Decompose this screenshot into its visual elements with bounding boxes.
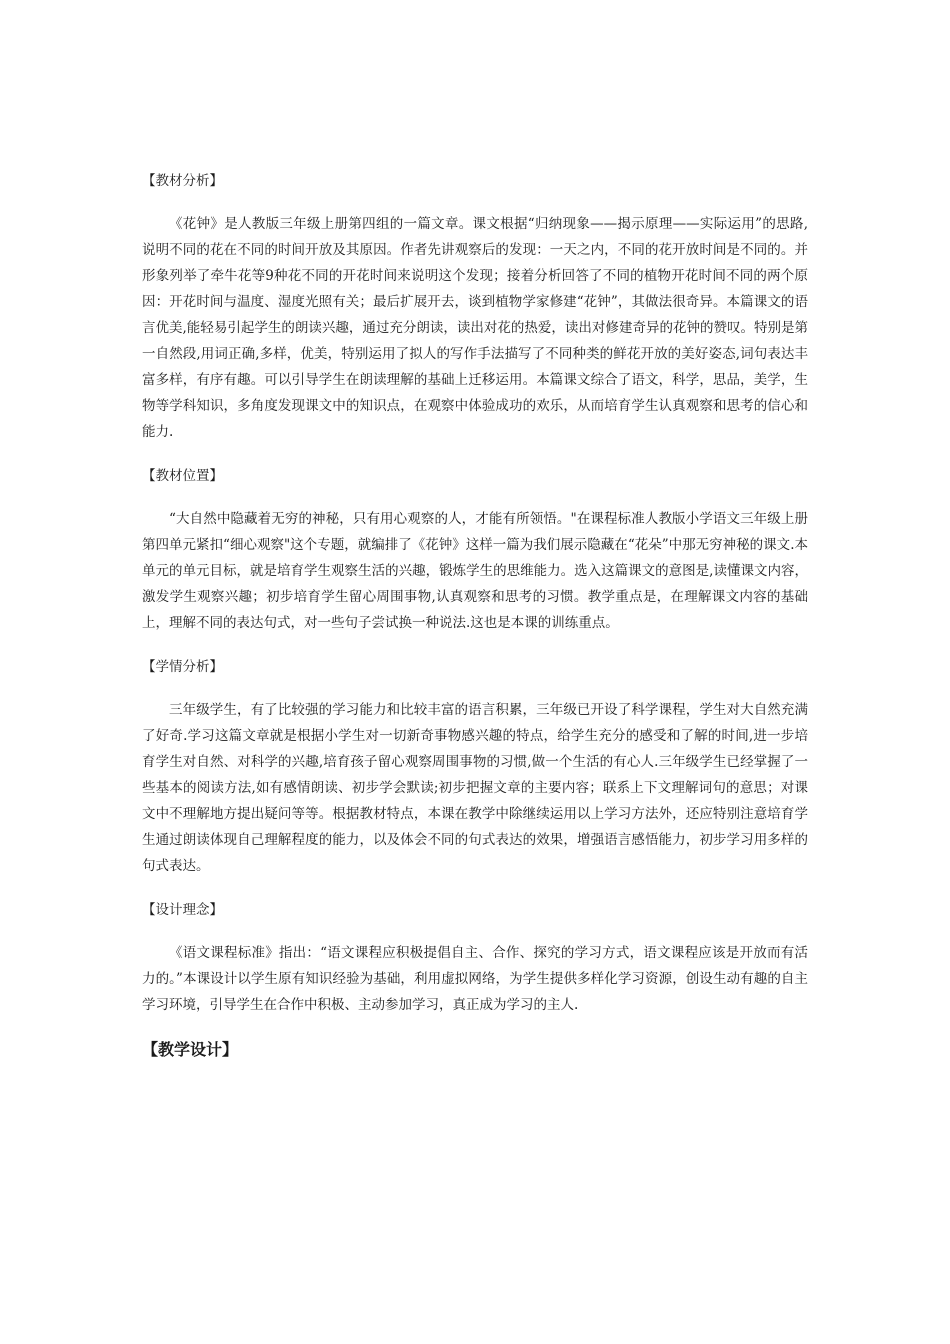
section-heading: 【教材分析】 bbox=[142, 173, 223, 189]
section-design-concept bbox=[142, 899, 808, 1018]
section-heading: 【学情分析】 bbox=[142, 659, 223, 675]
document-page bbox=[142, 170, 808, 1081]
section-heading: 【设计理念】 bbox=[142, 902, 223, 918]
section-student-analysis bbox=[142, 656, 808, 879]
section-textbook-analysis bbox=[142, 170, 808, 445]
section-teaching-design bbox=[142, 1038, 808, 1062]
section-paragraph: 《语文课程标准》指出：“语文课程应积极提倡自主、合作、探究的学习方式，语文课程应该是开放而有活力的。”本课设计以学生原有知识经验为基础，利用虚拟网络，为学生提供多样化学习资源，创设生动有趣的自主学习环境，引导学生在合作中积极、主动参加学习，真正成为学习的主人. bbox=[142, 945, 808, 1013]
section-paragraph: “大自然中隐藏着无穷的神秘，只有用心观察的人，才能有所领悟。"在课程标准人教版小学语文三年级上册第四单元紧扣“细心观察"这个专题，就编排了《花钟》这样一篇为我们展示隐藏在“花朵”中那无穷神秘的课文.本单元的单元目标，就是培育学生观察生活的兴趣，锻炼学生的思维能力。选入这篇课文的意图是,读懂课文内容，激发学生观察兴趣；初步培育学生留心周围事物,认真观察和思考的习惯。教学重点是，在理解课文内容的基础上，理解不同的表达句式，对一些句子尝试换一种说法.这也是本课的训练重点。 bbox=[142, 511, 808, 631]
section-heading: 【教材位置】 bbox=[142, 468, 223, 484]
section-paragraph: 三年级学生，有了比较强的学习能力和比较丰富的语言积累，三年级已开设了科学课程，学生对大自然充满了好奇.学习这篇文章就是根据小学生对一切新奇事物感兴趣的特点，给学生充分的感受和了解的时间,进一步培育学生对自然、对科学的兴趣,培育孩子留心观察周围事物的习惯,做一个生活的有心人.三年级学生已经掌握了一些基本的阅读方法,如有感情朗读、初步学会默读;初步把握文章的主要内容；联系上下文理解词句的意思；对课文中不理解地方提出疑问等等。根据教材特点，本课在教学中除继续运用以上学习方法外，还应特别注意培育学生通过朗读体现自己理解程度的能力，以及体会不同的句式表达的效果，增强语言感悟能力，初步学习用多样的句式表达。 bbox=[142, 702, 808, 874]
section-paragraph: 《花钟》是人教版三年级上册第四组的一篇文章。课文根据“归纳现象——揭示原理——实际运用”的思路,说明不同的花在不同的时间开放及其原因。作者先讲观察后的发现：一天之内，不同的花开放时间是不同的。并形象列举了牵牛花等9种花不同的开花时间来说明这个发现；接着分析回答了不同的植物开花时间不同的两个原因：开花时间与温度、湿度光照有关；最后扩展开去，谈到植物学家修建“花钟”，其做法很奇异。本篇课文的语言优美,能轻易引起学生的朗读兴趣，通过充分朗读，读出对花的热爱，读出对修建奇异的花钟的赞叹。特别是第一自然段,用词正确,多样，优美，特别运用了拟人的写作手法描写了不同种类的鲜花开放的美好姿态,词句表达丰富多样，有序有趣。可以引导学生在朗读理解的基础上迁移运用。本篇课文综合了语文，科学，思品，美学，生物等学科知识，多角度发现课文中的知识点，在观察中体验成功的欢乐，从而培育学生认真观察和思考的信心和能力. bbox=[142, 216, 808, 440]
section-textbook-position bbox=[142, 465, 808, 636]
section-heading: 【教学设计】 bbox=[142, 1040, 239, 1059]
